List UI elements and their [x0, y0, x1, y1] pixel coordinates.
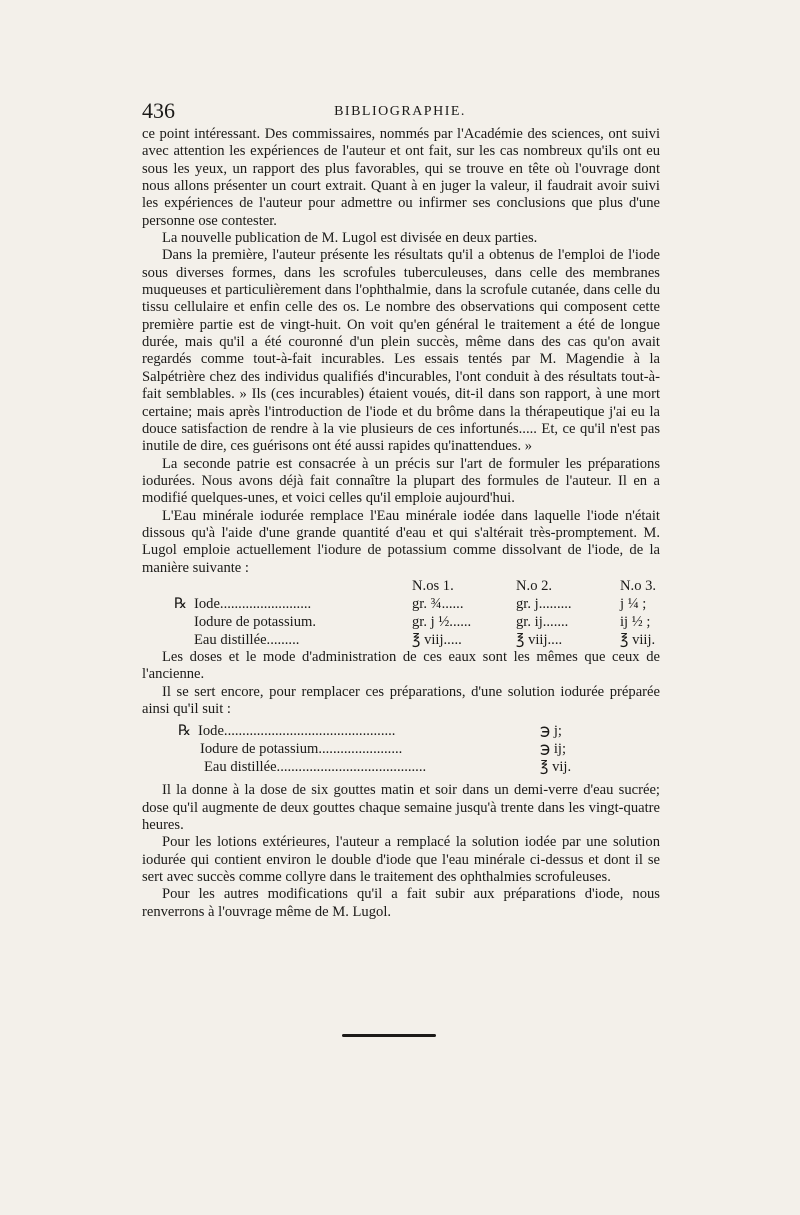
table-cell: ℥ viij.....: [412, 631, 462, 648]
ingredient-label: Eau distillée.........: [194, 631, 300, 648]
page-number: 436: [142, 98, 175, 123]
section-divider: [342, 1034, 436, 1037]
paragraph: La seconde patrie est consacrée à un précis sur l'art de formuler les préparations iodurées. Nous avons déjà fait connaître la plupart des formules de l'auteur. Il en a modifié quelques-unes, et voici celles qu'il emploie aujourd'hui.: [142, 455, 660, 507]
table-cell: gr. ij.......: [516, 613, 569, 630]
ingredient-label: Iode.........................: [194, 595, 312, 612]
column-header: N.os 1.: [412, 577, 454, 594]
running-title: BIBLIOGRAPHIE.: [334, 104, 466, 119]
paragraph: L'Eau minérale iodurée remplace l'Eau minérale iodée dans laquelle l'iode n'était dissous qu'à l'aide d'une grande quantité d'eau et qui s'altérait très-promptement. M. Lugol emploie actuellement l'iodure de potassium comme dissolvant de l'iode, de la manière suivante :: [142, 507, 660, 576]
ingredient-quantity: ℥ vij.: [540, 759, 572, 776]
table-cell: gr. j.........: [516, 595, 572, 612]
formula-row: [142, 740, 660, 758]
recipe-symbol-icon: ℞: [174, 595, 188, 612]
column-header: N.o 3.: [620, 577, 657, 594]
recipe-symbol-icon: ℞: [178, 723, 192, 740]
paragraph: La nouvelle publication de M. Lugol est divisée en deux parties.: [162, 230, 538, 247]
ingredient-label: Iode...............................................: [198, 723, 396, 740]
solution-formula: [142, 722, 660, 776]
ingredient-quantity: ℈ ij;: [540, 741, 567, 758]
formula-row: [142, 722, 660, 740]
table-row: [142, 613, 660, 631]
table-row: [142, 631, 660, 649]
table-cell: gr. ¾......: [412, 595, 464, 612]
table-row: [142, 595, 660, 613]
paragraph: Il se sert encore, pour remplacer ces préparations, d'une solution iodurée préparée ainsi qu'il suit :: [142, 683, 660, 717]
ingredient-label: Eau distillée.........................................: [204, 759, 427, 776]
formula-row: [142, 758, 660, 776]
ingredient-label: Iodure de potassium.: [194, 613, 316, 630]
ingredient-quantity: ℈ j;: [540, 723, 562, 740]
table-cell: gr. j ½......: [412, 613, 472, 630]
paragraph: Les doses et le mode d'administration de ces eaux sont les mêmes que ceux de l'ancienne.: [142, 648, 660, 683]
column-header: N.o 2.: [516, 577, 553, 594]
page-body: [142, 126, 660, 921]
table-header-row: [142, 577, 660, 595]
ingredient-label: Iodure de potassium.......................: [200, 741, 403, 758]
table-cell: ℥ viij.: [620, 631, 656, 648]
formula-table: [142, 577, 660, 649]
table-cell: ij ½ ;: [620, 613, 651, 630]
paragraph: Dans la première, l'auteur présente les résultats qu'il a obtenus de l'emploi de l'iode sous diverses formes, dans les scrofules tuberculeuses, dans celle des membranes muqueuses et particulièrement dans l'ophthalmie, dans la scrofule cutanée, dans celle du tissu cellulaire et enfin celle des os. Le nombre des observations qui composent cette première partie est de vingt-huit. On voit qu'en général le traitement a été de longue durée, mais qu'il a été couronné d'un plein succès, même dans des cas qu'on avait regardés comme tout-à-fait incurables. Les essais tentés par M. Magendie à la Salpétrière chez des individus qualifiés d'incurables, l'ont conduit à des résultats tout-à-fait semblables. » Ils (ces incurables) étaient voués, dit-il dans son rapport, à une mort certaine; mais après l'introduction de l'iode et du brôme dans la thérapeutique j'ai eu la douce satisfaction de rendre à la vie plusieurs de ces infortunés..... Et, ce qu'il n'est pas inutile de dire, ces guérisons ont été aussi rapides qu'inattendues. »: [142, 247, 660, 455]
paragraph: ce point intéressant. Des commissaires, nommés par l'Académie des sciences, ont suivi avec attention les expériences de l'auteur et ont fait, sur les cas nombreux qu'ils ont eu sous les yeux, un rapport des plus favorables, qui se trouve en tête où l'ouvrage dont nous allons présenter un court extrait. Quant à en juger la valeur, il faudrait avoir suivi les expériences de l'auteur pour admettre ou infirmer ses conclusions que plus d'une personne ose contester.: [142, 126, 660, 229]
paragraph: Pour les autres modifications qu'il a fait subir aux préparations d'iode, nous renverrons à l'ouvrage même de M. Lugol.: [142, 886, 660, 920]
table-cell: ℥ viij....: [516, 631, 563, 648]
paragraph: Pour les lotions extérieures, l'auteur a remplacé la solution iodée par une solution iodurée qui contient environ le double d'iode que l'eau minérale ci-dessus et dont il se sert avec succès comme collyre dans le traitement des ophthalmies scrofuleuses.: [142, 834, 660, 886]
paragraph: Il la donne à la dose de six gouttes matin et soir dans un demi-verre d'eau sucrée; dose qu'il augmente de deux gouttes chaque semaine jusqu'à trente dans les vingt-quatre heures.: [142, 782, 660, 833]
table-cell: j ¼ ;: [620, 595, 647, 612]
page-header: [142, 98, 658, 128]
